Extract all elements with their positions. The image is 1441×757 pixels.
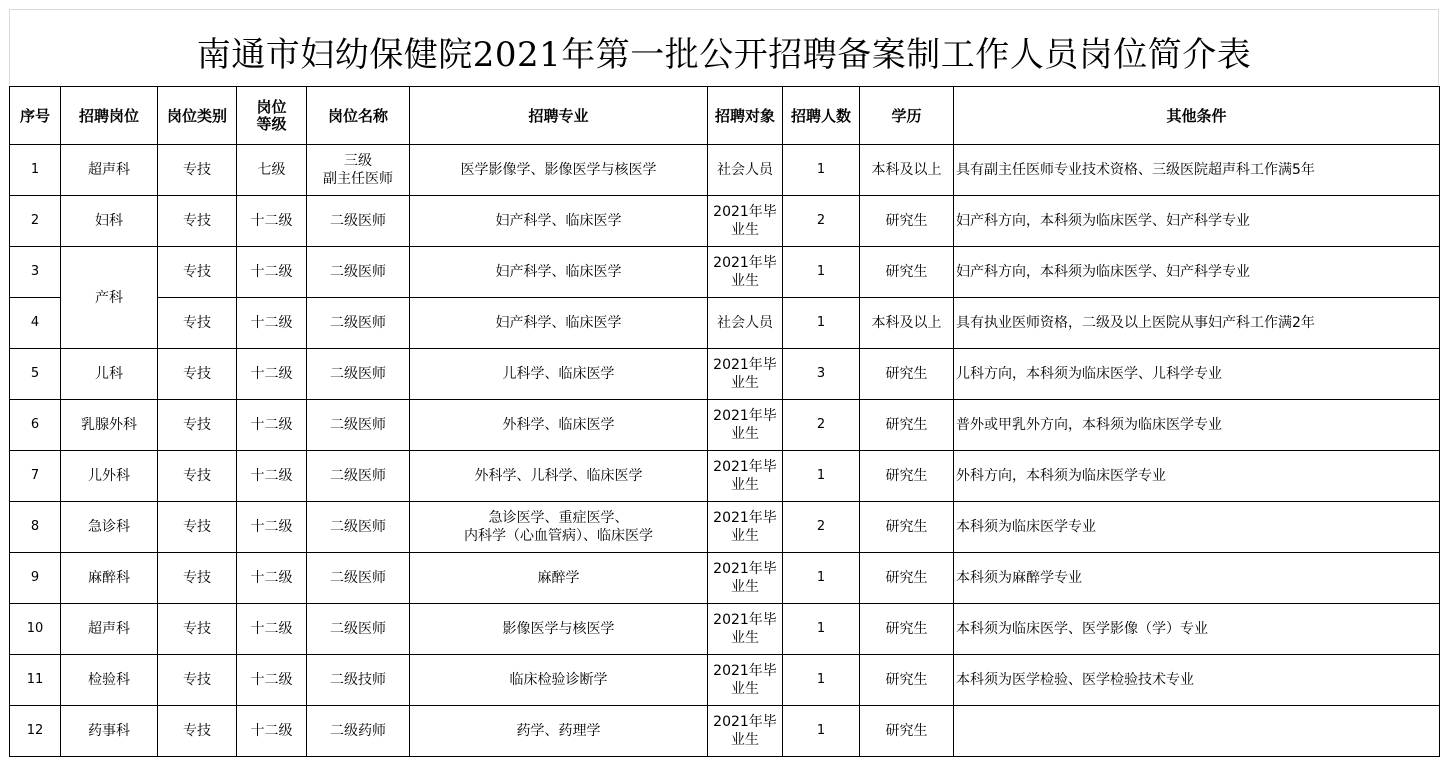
cell-count: 2 bbox=[783, 400, 860, 451]
cell-count: 1 bbox=[783, 145, 860, 196]
cell-seq: 7 bbox=[10, 451, 61, 502]
cell-education: 研究生 bbox=[860, 451, 954, 502]
cell-major: 影像医学与核医学 bbox=[410, 604, 708, 655]
cell-seq: 4 bbox=[10, 298, 61, 349]
cell-other: 儿科方向，本科须为临床医学、儿科学专业 bbox=[954, 349, 1440, 400]
cell-other bbox=[954, 706, 1440, 757]
cell-count: 1 bbox=[783, 298, 860, 349]
cell-count: 1 bbox=[783, 604, 860, 655]
cell-grade: 七级 bbox=[237, 145, 307, 196]
cell-count: 2 bbox=[783, 502, 860, 553]
cell-grade: 十二级 bbox=[237, 655, 307, 706]
cell-name: 二级医师 bbox=[307, 247, 410, 298]
cell-category: 专技 bbox=[158, 349, 237, 400]
cell-count: 1 bbox=[783, 247, 860, 298]
positions-table bbox=[9, 86, 1440, 757]
table-row bbox=[10, 400, 1440, 451]
cell-post: 急诊科 bbox=[61, 502, 158, 553]
table-row bbox=[10, 706, 1440, 757]
cell-target: 2021年毕 业生 bbox=[708, 655, 783, 706]
cell-education: 研究生 bbox=[860, 349, 954, 400]
cell-education: 研究生 bbox=[860, 655, 954, 706]
cell-other: 妇产科方向，本科须为临床医学、妇产科学专业 bbox=[954, 196, 1440, 247]
header-seq: 序号 bbox=[10, 87, 61, 145]
cell-seq: 1 bbox=[10, 145, 61, 196]
cell-count: 3 bbox=[783, 349, 860, 400]
cell-education: 本科及以上 bbox=[860, 298, 954, 349]
cell-target: 社会人员 bbox=[708, 298, 783, 349]
cell-count: 1 bbox=[783, 655, 860, 706]
cell-grade: 十二级 bbox=[237, 502, 307, 553]
cell-name: 二级技师 bbox=[307, 655, 410, 706]
cell-name: 二级医师 bbox=[307, 400, 410, 451]
cell-category: 专技 bbox=[158, 706, 237, 757]
cell-post: 超声科 bbox=[61, 145, 158, 196]
cell-target: 2021年毕 业生 bbox=[708, 349, 783, 400]
cell-seq: 9 bbox=[10, 553, 61, 604]
cell-education: 研究生 bbox=[860, 604, 954, 655]
cell-other: 具有副主任医师专业技术资格、三级医院超声科工作满5年 bbox=[954, 145, 1440, 196]
cell-target: 2021年毕 业生 bbox=[708, 451, 783, 502]
cell-other: 本科须为临床医学、医学影像（学）专业 bbox=[954, 604, 1440, 655]
cell-education: 研究生 bbox=[860, 706, 954, 757]
title-row bbox=[9, 9, 1439, 85]
cell-other: 本科须为麻醉学专业 bbox=[954, 553, 1440, 604]
header-row bbox=[10, 87, 1440, 145]
cell-other: 外科方向，本科须为临床医学专业 bbox=[954, 451, 1440, 502]
cell-name: 二级医师 bbox=[307, 451, 410, 502]
cell-seq: 6 bbox=[10, 400, 61, 451]
cell-count: 1 bbox=[783, 553, 860, 604]
cell-category: 专技 bbox=[158, 400, 237, 451]
table-row bbox=[10, 298, 1440, 349]
cell-major: 外科学、儿科学、临床医学 bbox=[410, 451, 708, 502]
cell-post: 妇科 bbox=[61, 196, 158, 247]
cell-post: 产科 bbox=[61, 247, 158, 349]
cell-category: 专技 bbox=[158, 451, 237, 502]
cell-grade: 十二级 bbox=[237, 706, 307, 757]
cell-grade: 十二级 bbox=[237, 553, 307, 604]
cell-category: 专技 bbox=[158, 145, 237, 196]
cell-target: 社会人员 bbox=[708, 145, 783, 196]
cell-category: 专技 bbox=[158, 196, 237, 247]
table-row bbox=[10, 349, 1440, 400]
cell-target: 2021年毕 业生 bbox=[708, 553, 783, 604]
header-other: 其他条件 bbox=[954, 87, 1440, 145]
cell-post: 检验科 bbox=[61, 655, 158, 706]
cell-name: 二级医师 bbox=[307, 502, 410, 553]
cell-grade: 十二级 bbox=[237, 400, 307, 451]
table-row bbox=[10, 655, 1440, 706]
cell-other: 本科须为医学检验、医学检验技术专业 bbox=[954, 655, 1440, 706]
cell-education: 研究生 bbox=[860, 400, 954, 451]
cell-target: 2021年毕 业生 bbox=[708, 502, 783, 553]
header-education: 学历 bbox=[860, 87, 954, 145]
cell-category: 专技 bbox=[158, 247, 237, 298]
cell-post: 麻醉科 bbox=[61, 553, 158, 604]
cell-seq: 12 bbox=[10, 706, 61, 757]
cell-target: 2021年毕 业生 bbox=[708, 604, 783, 655]
cell-name: 二级药师 bbox=[307, 706, 410, 757]
cell-category: 专技 bbox=[158, 553, 237, 604]
cell-seq: 8 bbox=[10, 502, 61, 553]
cell-grade: 十二级 bbox=[237, 451, 307, 502]
cell-post: 儿科 bbox=[61, 349, 158, 400]
cell-other: 妇产科方向，本科须为临床医学、妇产科学专业 bbox=[954, 247, 1440, 298]
cell-grade: 十二级 bbox=[237, 604, 307, 655]
cell-major: 医学影像学、影像医学与核医学 bbox=[410, 145, 708, 196]
table-row bbox=[10, 502, 1440, 553]
cell-target: 2021年毕 业生 bbox=[708, 706, 783, 757]
cell-count: 2 bbox=[783, 196, 860, 247]
cell-target: 2021年毕 业生 bbox=[708, 196, 783, 247]
header-count: 招聘人数 bbox=[783, 87, 860, 145]
cell-category: 专技 bbox=[158, 655, 237, 706]
cell-target: 2021年毕 业生 bbox=[708, 400, 783, 451]
cell-major: 妇产科学、临床医学 bbox=[410, 196, 708, 247]
cell-name: 二级医师 bbox=[307, 349, 410, 400]
cell-major: 麻醉学 bbox=[410, 553, 708, 604]
header-category: 岗位类别 bbox=[158, 87, 237, 145]
cell-seq: 5 bbox=[10, 349, 61, 400]
cell-grade: 十二级 bbox=[237, 196, 307, 247]
cell-grade: 十二级 bbox=[237, 349, 307, 400]
page-title: 南通市妇幼保健院2021年第一批公开招聘备案制工作人员岗位简介表 bbox=[196, 35, 1252, 75]
cell-education: 研究生 bbox=[860, 196, 954, 247]
cell-category: 专技 bbox=[158, 502, 237, 553]
cell-name: 二级医师 bbox=[307, 298, 410, 349]
header-grade: 岗位 等级 bbox=[237, 87, 307, 145]
cell-name: 二级医师 bbox=[307, 604, 410, 655]
table-row bbox=[10, 451, 1440, 502]
cell-post: 药事科 bbox=[61, 706, 158, 757]
cell-other: 具有执业医师资格，二级及以上医院从事妇产科工作满2年 bbox=[954, 298, 1440, 349]
header-major: 招聘专业 bbox=[410, 87, 708, 145]
cell-name: 二级医师 bbox=[307, 553, 410, 604]
cell-seq: 3 bbox=[10, 247, 61, 298]
table-row bbox=[10, 604, 1440, 655]
header-name: 岗位名称 bbox=[307, 87, 410, 145]
cell-major: 外科学、临床医学 bbox=[410, 400, 708, 451]
cell-category: 专技 bbox=[158, 298, 237, 349]
cell-major: 儿科学、临床医学 bbox=[410, 349, 708, 400]
cell-seq: 10 bbox=[10, 604, 61, 655]
cell-education: 研究生 bbox=[860, 502, 954, 553]
cell-target: 2021年毕 业生 bbox=[708, 247, 783, 298]
cell-post: 儿外科 bbox=[61, 451, 158, 502]
cell-other: 本科须为临床医学专业 bbox=[954, 502, 1440, 553]
table-row bbox=[10, 145, 1440, 196]
cell-major: 急诊医学、重症医学、 内科学（心血管病）、临床医学 bbox=[410, 502, 708, 553]
cell-category: 专技 bbox=[158, 604, 237, 655]
table-row bbox=[10, 247, 1440, 298]
cell-grade: 十二级 bbox=[237, 298, 307, 349]
cell-post: 乳腺外科 bbox=[61, 400, 158, 451]
cell-major: 临床检验诊断学 bbox=[410, 655, 708, 706]
cell-grade: 十二级 bbox=[237, 247, 307, 298]
cell-name: 二级医师 bbox=[307, 196, 410, 247]
cell-count: 1 bbox=[783, 706, 860, 757]
cell-education: 本科及以上 bbox=[860, 145, 954, 196]
cell-name: 三级 副主任医师 bbox=[307, 145, 410, 196]
cell-education: 研究生 bbox=[860, 553, 954, 604]
cell-major: 妇产科学、临床医学 bbox=[410, 298, 708, 349]
table-row bbox=[10, 196, 1440, 247]
cell-seq: 11 bbox=[10, 655, 61, 706]
cell-major: 药学、药理学 bbox=[410, 706, 708, 757]
cell-major: 妇产科学、临床医学 bbox=[410, 247, 708, 298]
cell-count: 1 bbox=[783, 451, 860, 502]
cell-education: 研究生 bbox=[860, 247, 954, 298]
cell-seq: 2 bbox=[10, 196, 61, 247]
table-row bbox=[10, 553, 1440, 604]
header-target: 招聘对象 bbox=[708, 87, 783, 145]
cell-other: 普外或甲乳外方向，本科须为临床医学专业 bbox=[954, 400, 1440, 451]
cell-post: 超声科 bbox=[61, 604, 158, 655]
header-post: 招聘岗位 bbox=[61, 87, 158, 145]
